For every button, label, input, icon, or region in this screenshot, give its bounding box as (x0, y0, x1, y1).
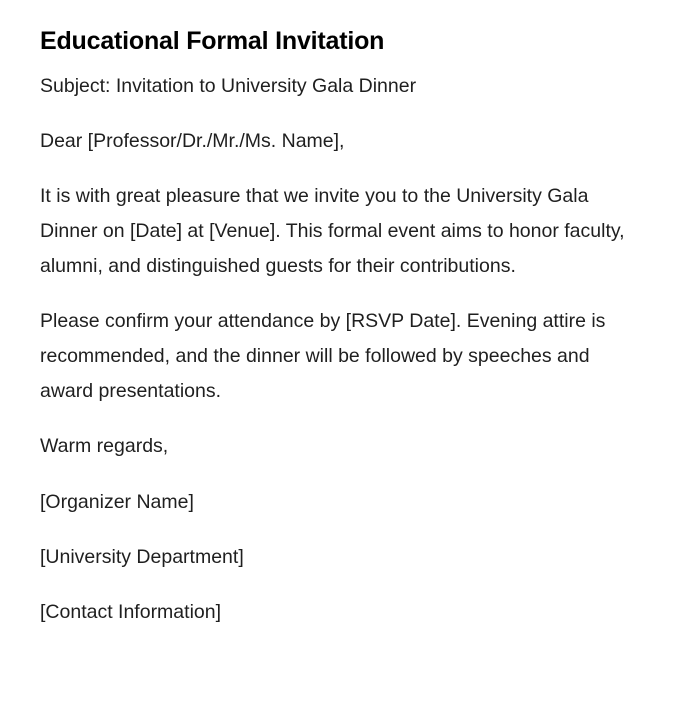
body-paragraph-rsvp: Please confirm your attendance by [RSVP Date]. Evening attire is recommended, and the dinner will be followed by speeches and award presentations. (40, 310, 606, 402)
body-paragraph-invitation: It is with great pleasure that we invite you to the University Gala Dinner on [Date] at [Venue]. This formal event aims to honor faculty, alumni, and distinguished guests for their contributions. (40, 185, 625, 277)
closing-line: Warm regards, (40, 435, 169, 457)
signature-contact: [Contact Information] (40, 601, 222, 623)
greeting-line: Dear [Professor/Dr./Mr./Ms. Name], (40, 130, 345, 152)
signature-department: [University Department] (40, 546, 244, 568)
subject-line: Subject: Invitation to University Gala Dinner (40, 75, 417, 97)
document-title: Educational Formal Invitation (40, 27, 385, 55)
signature-organizer-name: [Organizer Name] (40, 491, 194, 513)
